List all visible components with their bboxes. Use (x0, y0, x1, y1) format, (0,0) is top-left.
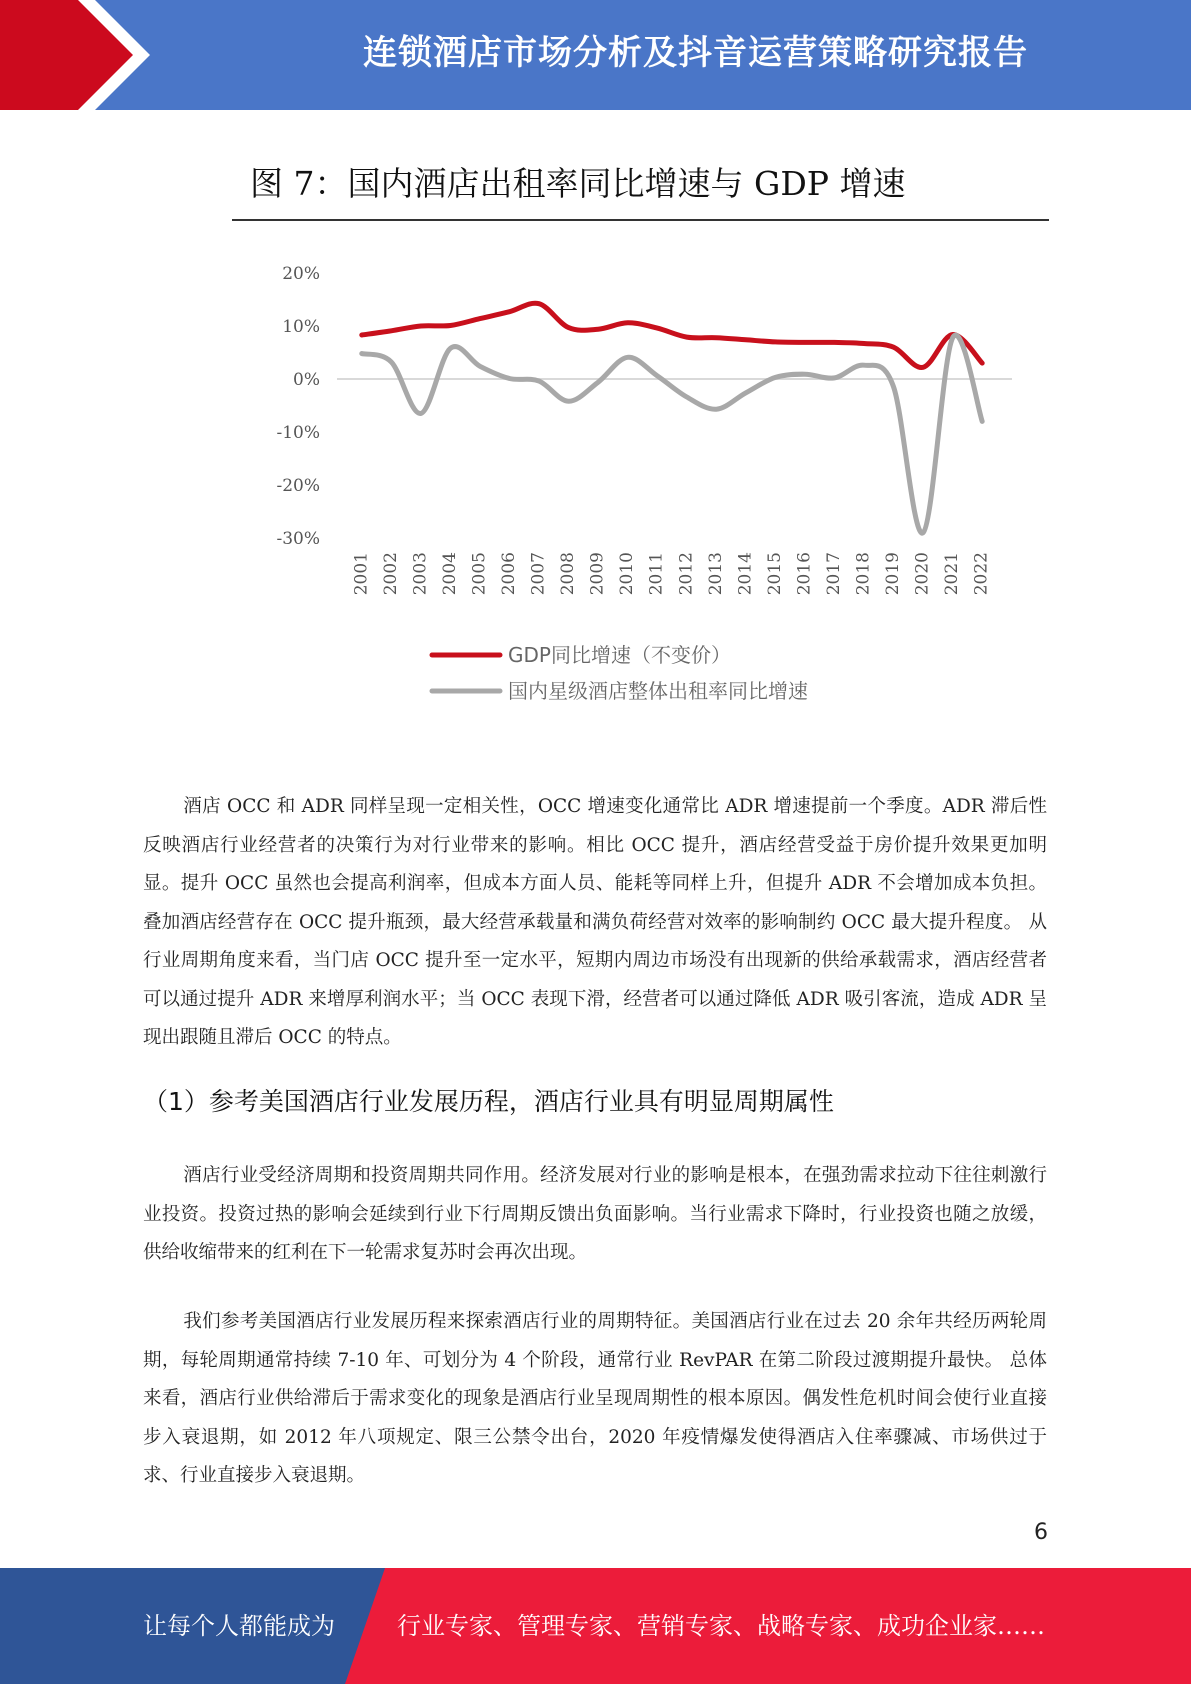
data-point-gdp (361, 335, 362, 336)
paragraph-occ-adr: 酒店 OCC 和 ADR 同样呈现一定相关性，OCC 增速变化通常比 ADR 增速提前一个季度。ADR 滞后性反映酒店行业经营者的决策行为对行业带来的影响。相比 OCC 提升，酒店经营受益于房价提升效果更加明显。提升 OCC 虽然也会提高利润率，但成本方面人员、能耗等同样上升，但提升 ADR 不会增加成本负担。叠加酒店经营存在 OCC 提升瓶颈，最大经营承载量和满负荷经营对效率的影响制约 OCC 最大提升程度。 从行业周期角度来看，当门店 OCC 提升至一定水平，短期内周边市场没有出现新的供给承载需求，酒店经营者可以通过提升 ADR 来增厚利润水平；当 OCC 表现下滑，经营者可以通过降低 ADR 吸引客流，造成 ADR 呈现出跟随且滞后 OCC 的特点。 (143, 796, 1047, 1048)
data-point-occ (893, 386, 894, 387)
data-point-gdp (716, 337, 717, 338)
x-tick-label: 2006 (499, 552, 519, 596)
data-point-gdp (982, 363, 983, 364)
y-tick-label: 20% (282, 264, 320, 284)
x-tick-label: 2010 (617, 552, 638, 596)
x-axis (351, 552, 991, 595)
data-point-gdp (598, 329, 599, 330)
x-tick-label: 2018 (853, 552, 874, 596)
data-point-gdp (420, 326, 421, 327)
x-tick-label: 2019 (883, 552, 904, 596)
x-tick-label: 2009 (587, 552, 608, 596)
section-heading: （1）参考美国酒店行业发展历程，酒店行业具有明显周期属性 (143, 1087, 834, 1116)
data-point-occ (598, 382, 599, 383)
data-point-gdp (864, 343, 865, 344)
data-point-occ (361, 353, 362, 354)
footer-slogan-left: 让每个人都能成为 (143, 1612, 335, 1640)
x-tick-label: 2012 (676, 552, 697, 596)
data-point-occ (686, 397, 687, 398)
figure-title-rule (232, 219, 1049, 221)
data-point-occ (864, 365, 865, 366)
x-tick-label: 2013 (705, 552, 726, 596)
y-tick-label: 10% (282, 317, 320, 337)
x-tick-label: 2003 (410, 552, 431, 596)
x-tick-label: 2014 (735, 552, 756, 596)
data-point-occ (479, 366, 480, 367)
x-tick-label: 2008 (558, 552, 579, 596)
data-point-gdp (893, 347, 894, 348)
data-point-gdp (509, 311, 510, 312)
x-tick-label: 2002 (380, 552, 401, 596)
data-point-gdp (391, 330, 392, 331)
data-point-occ (509, 378, 510, 379)
data-point-gdp (775, 341, 776, 342)
series-line-occ (362, 335, 982, 533)
data-point-gdp (923, 367, 924, 368)
x-tick-label: 2016 (794, 552, 815, 596)
chart-legend (432, 643, 808, 703)
line-chart (262, 250, 1022, 720)
paragraph-us-history: 我们参考美国酒店行业发展历程来探索酒店行业的周期特征。美国酒店行业在过去 20 余年共经历两轮周期，每轮周期通常持续 7-10 年、可划分为 4 个阶段，通常行业 RevPAR 在第二阶段过渡期提升最快。 总体来看，酒店行业供给滞后于需求变化的现象是酒店行业呈现周期性的根本原因。偶发性危机时间会使行业直接步入衰退期，如 2012 年八项规定、限三公禁令出台，2020 年疫情爆发使得酒店入住率骤减、市场供过于求、行业直接步入衰退期。 (143, 1311, 1047, 1486)
data-point-gdp (804, 342, 805, 343)
data-point-occ (716, 409, 717, 410)
data-point-gdp (479, 318, 480, 319)
data-point-occ (923, 532, 924, 533)
data-point-occ (568, 401, 569, 402)
data-point-gdp (834, 342, 835, 343)
data-point-occ (982, 421, 983, 422)
paragraph-cycle: 酒店行业受经济周期和投资周期共同作用。经济发展对行业的影响是根本，在强劲需求拉动下往往刺激行业投资。投资过热的影响会延续到行业下行周期反馈出负面影响。当行业需求下降时，行业投资也随之放缓，供给收缩带来的红利在下一轮需求复苏时会再次出现。 (143, 1165, 1047, 1263)
x-tick-label: 2007 (528, 552, 549, 596)
data-point-gdp (657, 328, 658, 329)
plot-area (337, 303, 1012, 533)
x-tick-label: 2011 (646, 552, 667, 596)
x-tick-label: 2021 (942, 552, 963, 596)
data-point-gdp (450, 325, 451, 326)
x-tick-label: 2017 (824, 552, 844, 596)
data-point-occ (745, 392, 746, 393)
legend-label: 国内星级酒店整体出租率同比增速 (508, 679, 808, 703)
data-point-occ (804, 374, 805, 375)
data-point-occ (627, 357, 628, 358)
x-tick-label: 2004 (439, 552, 460, 596)
data-point-gdp (539, 303, 540, 304)
data-point-occ (775, 377, 776, 378)
report-title: 连锁酒店市场分析及抖音运营策略研究报告 (363, 33, 1028, 73)
y-tick-label: 0% (293, 370, 320, 390)
data-point-occ (391, 362, 392, 363)
x-tick-label: 2022 (971, 552, 992, 596)
y-axis (276, 264, 320, 549)
x-tick-label: 2001 (351, 552, 372, 596)
data-point-occ (539, 381, 540, 382)
header-bar (0, 0, 1191, 110)
x-tick-label: 2015 (764, 552, 785, 596)
footer-slogan-right: 行业专家、管理专家、营销专家、战略专家、成功企业家…… (397, 1612, 1045, 1640)
x-tick-label: 2005 (469, 552, 490, 596)
data-point-gdp (627, 322, 628, 323)
y-tick-label: -10% (276, 423, 320, 443)
header-arrow-logo (0, 0, 160, 110)
data-point-gdp (686, 337, 687, 338)
data-point-occ (952, 337, 953, 338)
y-tick-label: -30% (276, 529, 320, 549)
series-line-gdp (362, 303, 982, 367)
data-point-gdp (745, 339, 746, 340)
data-point-gdp (568, 327, 569, 328)
data-point-occ (420, 413, 421, 414)
page-number: 6 (1034, 1520, 1048, 1545)
legend-label: GDP同比增速（不变价） (508, 643, 731, 667)
data-point-occ (657, 375, 658, 376)
y-tick-label: -20% (276, 476, 320, 496)
data-point-occ (834, 377, 835, 378)
x-tick-label: 2020 (912, 552, 933, 596)
data-point-occ (450, 348, 451, 349)
figure-title: 图 7：国内酒店出租率同比增速与 GDP 增速 (250, 164, 906, 203)
